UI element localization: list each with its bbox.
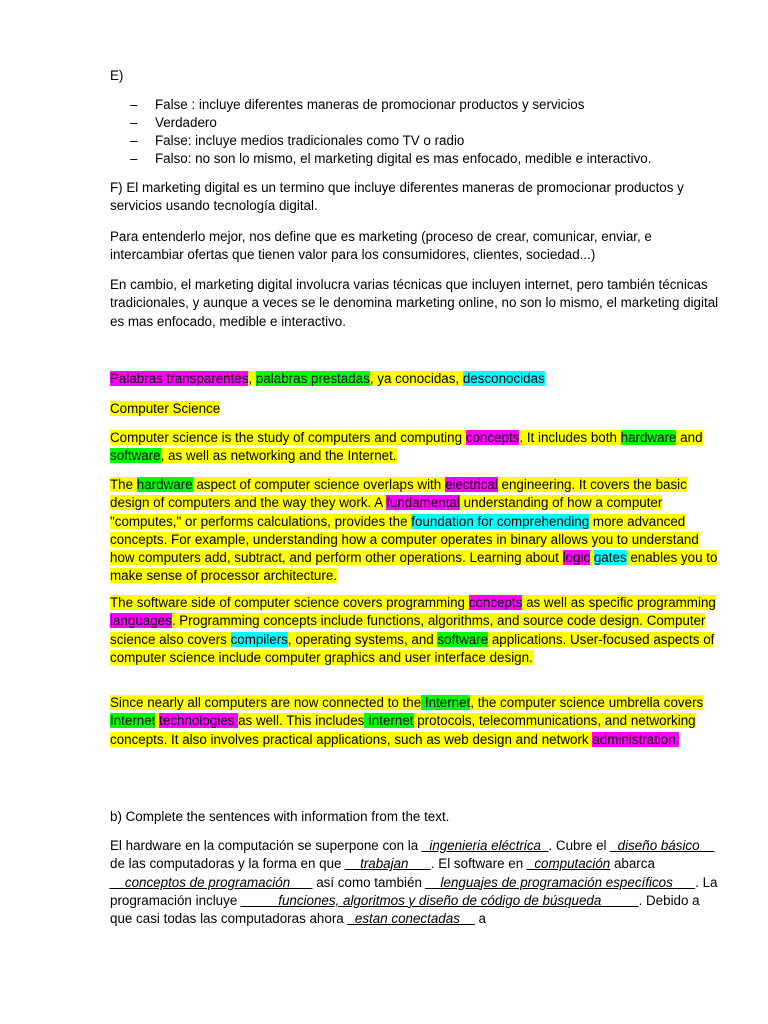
list-item (130, 114, 651, 132)
cs-paragraph (110, 694, 720, 749)
highlighted-text: applications. User-focused aspects of computer science include computer graphics and user interface design. (110, 631, 715, 665)
legend-unknown-words: desconocidas (462, 371, 545, 386)
marketing-definition-paragraph: Para entenderlo mejor, nos define que es marketing (proceso de crear, comunicar, enviar, e intercambiar ofertas que tienen valor para los consumidores, clientes, sociedad...) (110, 229, 652, 263)
highlighted-text: , the computer science umbrella covers (470, 695, 704, 710)
highlighted-text: languages (110, 613, 172, 629)
sentence-text: . El software en (430, 856, 527, 872)
sentence-text: El hardware en la computación se superpone con la (110, 838, 422, 853)
highlighted-text: foundation for comprehending (411, 513, 590, 529)
highlighted-text: . Programming concepts include functions, algorithms, and source code design. Computer science also covers (110, 613, 706, 647)
cs-paragraph (110, 476, 720, 586)
legend-borrowed-words: palabras prestadas (255, 371, 370, 386)
highlighted-text: logic (562, 550, 591, 566)
highlighted-text: protocols, telecommunications, and networking concepts. It also involves practical applications, such as web design and network (110, 713, 696, 747)
highlighted-text: Internet (421, 695, 471, 710)
highlighted-text: Since nearly all computers are now connected to the (110, 695, 422, 710)
sentence-text: . Debido a que casi todas las computadoras ahora (110, 892, 700, 927)
filled-blank: __lenguajes de programación específicos___ (425, 874, 696, 890)
highlighted-text: administration. (592, 731, 680, 747)
highlighted-text: more advanced concepts. For example, understanding how a computer operates in binary allows you to understand how computers add, subtract, and perform other operations. Learning about (110, 513, 699, 566)
sentence-text: . Cubre el (548, 838, 611, 853)
highlighted-text: aspect of computer science overlaps with (192, 477, 445, 492)
list-item (130, 150, 651, 168)
filled-blank: __trabajan___ (345, 856, 431, 872)
sentence-text: abarca (610, 856, 655, 872)
filled-blank: _diseño básico__ (610, 838, 715, 853)
legend-known-words: , ya conocidas, (369, 371, 463, 386)
dash-bullet: – (130, 115, 138, 130)
highlighted-text: as well as specific programming (522, 595, 716, 610)
cs-paragraph (110, 594, 720, 667)
list-item-text: False: incluye medios tradicionales como TV o radio (155, 133, 465, 148)
highlighted-text: . It includes both (519, 430, 621, 445)
highlighted-text: concepts (465, 430, 520, 445)
highlighted-text: electrical (444, 477, 498, 492)
filled-blank: __conceptos de programación___ (110, 874, 313, 890)
list-item (130, 96, 651, 114)
highlighted-text: compilers (230, 631, 288, 647)
section-e-label: E) (110, 68, 124, 83)
sentence-text: a (474, 911, 486, 927)
filled-blank: _computación (526, 856, 611, 872)
highlighted-text: understanding of how a computer "computes," or performs calculations, provides the (110, 495, 663, 529)
section-f-paragraph: F) El marketing digital es un termino que incluye diferentes maneras de promocionar productos y servicios usando tecnología digital. (110, 180, 684, 214)
filled-blank: _estan conectadas__ (347, 911, 475, 927)
highlighted-text: Internet (364, 713, 414, 729)
list-item-text: Falso: no son lo mismo, el marketing digital es mas enfocado, medible e interactivo. (155, 151, 652, 166)
highlighted-text: The (110, 477, 137, 492)
section-b-body (110, 837, 720, 928)
highlight-legend (110, 370, 720, 388)
sentence-text: de las computadoras y la forma en que (110, 856, 346, 872)
highlighted-text: Internet (110, 713, 156, 729)
highlighted-text: gates (593, 550, 627, 566)
highlighted-text: software (437, 631, 489, 647)
highlighted-text: The software side of computer science covers programming (110, 595, 469, 610)
legend-separator: , (248, 371, 256, 386)
highlighted-text: enables you to make sense of processor architecture. (110, 550, 718, 584)
list-item-text: Verdadero (155, 115, 217, 130)
cs-title (110, 400, 720, 418)
sentence-text: . La programación incluye (110, 874, 718, 908)
highlighted-text: Computer science is the study of computers and computing (110, 430, 466, 445)
filled-blank: _ingenieria eléctrica_ (421, 838, 549, 853)
filled-blank: _____funciones, algoritmos y diseño de código de búsqueda_____ (241, 892, 639, 908)
section-b-title: b) Complete the sentences with information from the text. (110, 809, 450, 824)
dash-bullet: – (130, 151, 138, 166)
highlighted-text: as well. This includes (238, 713, 365, 729)
highlighted-text: and (676, 430, 703, 445)
dash-bullet: – (130, 133, 138, 148)
highlighted-text: , as well as networking and the Internet. (160, 448, 397, 464)
highlighted-text: , operating systems, and (287, 631, 438, 647)
highlighted-text: hardware (620, 430, 677, 445)
dash-bullet: – (130, 97, 138, 112)
legend-transparent-words: Palabras transparentes (110, 371, 249, 386)
section-e-list (130, 96, 651, 168)
cs-paragraph (110, 429, 720, 466)
highlighted-text: software (110, 448, 161, 464)
sentence-text: así como también (312, 874, 426, 890)
highlighted-text: engineering. It covers the basic design of computers and the way they work. A (110, 477, 687, 511)
highlighted-text: concepts (468, 595, 523, 610)
list-item (130, 132, 651, 150)
list-item-text: False : incluye diferentes maneras de promocionar productos y servicios (155, 97, 585, 112)
highlighted-text: technologies (159, 713, 239, 729)
digital-marketing-paragraph: En cambio, el marketing digital involucra varias técnicas que incluyen internet, pero también técnicas tradicionales, y aunque a veces se le denomina marketing online, no son lo mismo, el marketing digital es mas enfocado, medible e interactivo. (110, 277, 719, 329)
highlighted-text: hardware (136, 477, 193, 492)
highlighted-text: fundamental (386, 495, 460, 511)
cs-title-text: Computer Science (110, 401, 221, 416)
